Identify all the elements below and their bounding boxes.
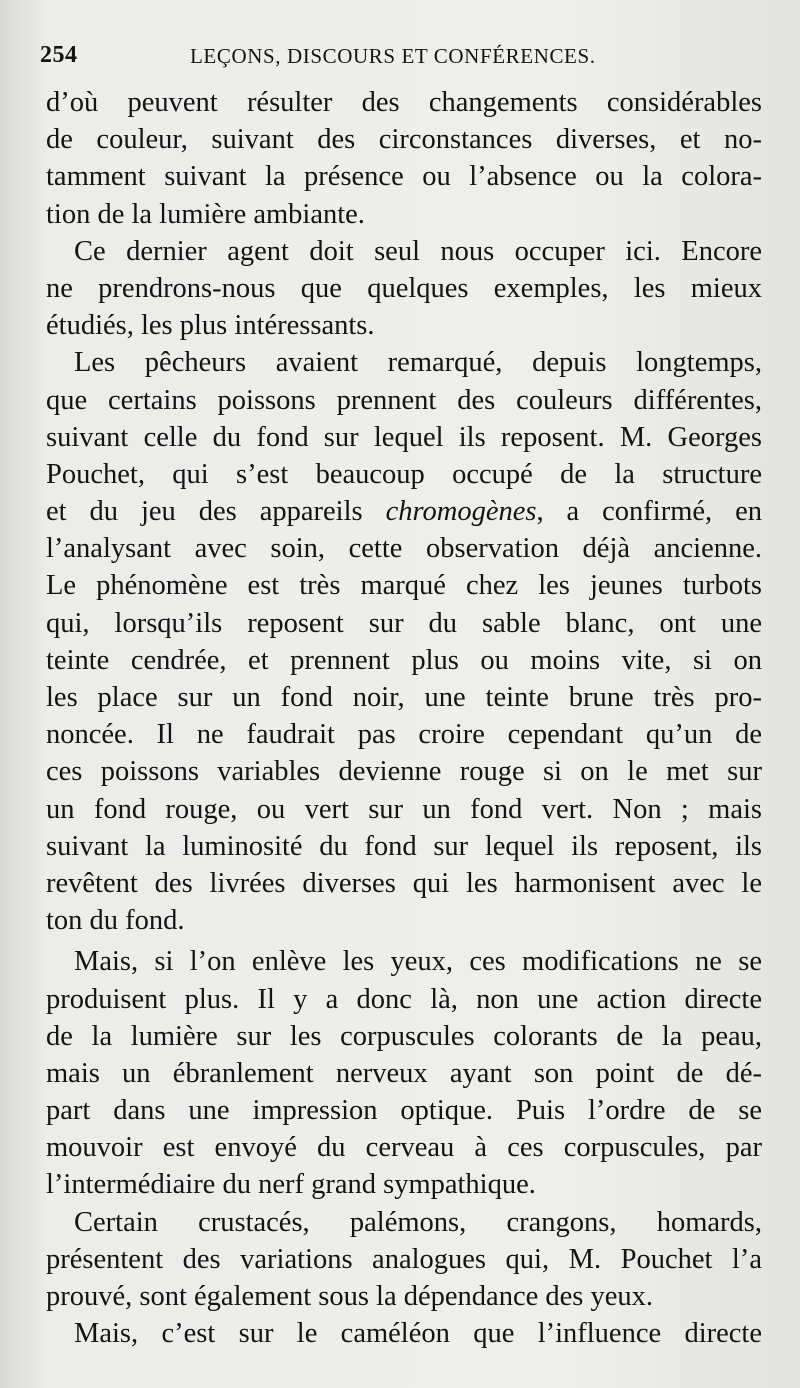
body-text [46, 84, 762, 1352]
paragraph-start-line: Les pêcheurs avaient remarqué, depuis longtemps, [74, 347, 762, 379]
text-line: tamment suivant la présence ou l’absence ou la colora- [46, 161, 762, 193]
running-title: LEÇONS, DISCOURS ET CONFÉRENCES. [190, 44, 596, 68]
text-segment: et du jeu des appareils [46, 496, 363, 528]
text-segment: , a confirmé, en [536, 496, 763, 528]
paragraph-start-line: Mais, c’est sur le caméléon que l’influence directe [74, 1318, 762, 1350]
paragraph-start-line: Mais, si l’on enlève les yeux, ces modifications ne se [74, 946, 762, 978]
text-line: mouvoir est envoyé du cerveau à ces corpuscules, par [46, 1132, 762, 1164]
text-line: ton du fond. [46, 905, 185, 937]
text-line: présentent des variations analogues qui, M. Pouchet l’a [46, 1243, 762, 1275]
text-line: d’où peuvent résulter des changements considérables [46, 87, 762, 118]
text-line: ne prendrons-nous que quelques exemples, les mieux [46, 272, 762, 304]
text-line: qui, lorsqu’ils reposent sur du sable blanc, ont une [46, 607, 762, 639]
text-line: les place sur un fond noir, une teinte brune très pro- [46, 682, 762, 713]
text-line: de la lumière sur les corpuscules colorants de la peau, [46, 1020, 762, 1052]
italic-term: chromogènes [385, 496, 537, 528]
text-line: part dans une impression optique. Puis l’ordre de se [46, 1095, 762, 1127]
paragraph-start-line: Certain crustacés, palémons, crangons, homards, [74, 1206, 762, 1238]
text-line: ces poissons variables devienne rouge si on le met sur [46, 756, 762, 788]
text-line: que certains poissons prennent des couleurs différentes, [46, 384, 762, 416]
text-line: Pouchet, qui s’est beaucoup occupé de la structure [46, 458, 762, 490]
text-line: étudiés, les plus intéressants. [46, 310, 375, 342]
text-line: Le phénomène est très marqué chez les jeunes turbots [46, 570, 762, 602]
text-line: tion de la lumière ambiante. [46, 198, 365, 230]
text-line: mais un ébranlement nerveux ayant son point de dé- [46, 1057, 762, 1089]
text-line: teinte cendrée, et prennent plus ou moins vite, si on [46, 644, 762, 676]
text-line: de couleur, suivant des circonstances diverses, et no- [46, 124, 762, 156]
text-line: l’analysant avec soin, cette observation déjà ancienne. [46, 533, 762, 565]
text-line: un fond rouge, ou vert sur un fond vert. Non ; mais [46, 793, 762, 825]
page-header [40, 42, 740, 82]
paragraph-start-line: Ce dernier agent doit seul nous occuper ici. Encore [74, 235, 762, 267]
page-number: 254 [40, 42, 78, 68]
text-line: noncée. Il ne faudrait pas croire cependant qu’un de [46, 719, 762, 751]
text-line-with-italic [46, 493, 762, 530]
text-line: prouvé, sont également sous la dépendance des yeux. [46, 1281, 654, 1312]
text-line: l’intermédiaire du nerf grand sympathique. [46, 1169, 536, 1201]
text-line: suivant la luminosité du fond sur lequel ils reposent, ils [46, 830, 762, 862]
text-line: produisent plus. Il y a donc là, non une action directe [46, 983, 762, 1015]
text-line: revêtent des livrées diverses qui les harmonisent avec le [46, 867, 762, 899]
text-line: suivant celle du fond sur lequel ils reposent. M. Georges [46, 421, 762, 453]
